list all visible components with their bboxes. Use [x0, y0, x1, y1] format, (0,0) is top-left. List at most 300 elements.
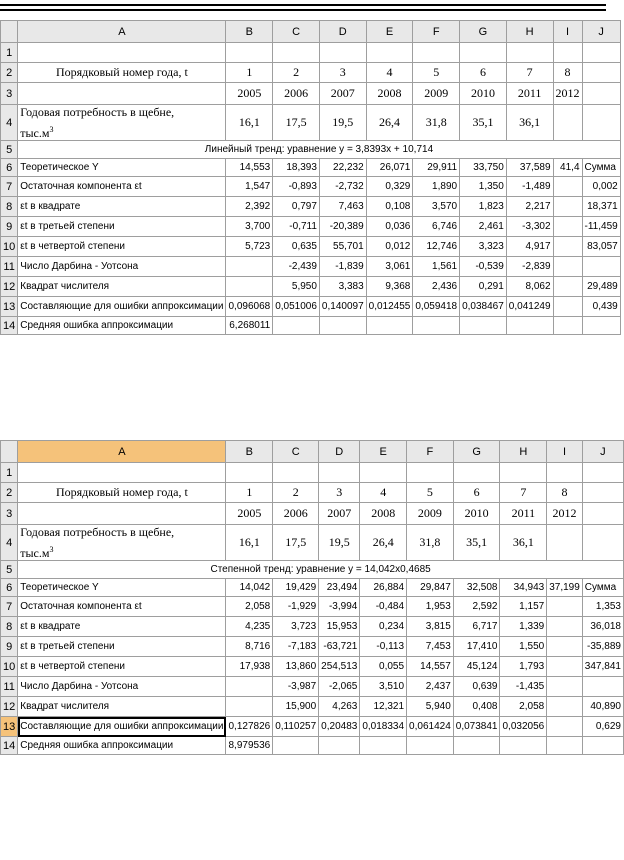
column-header-g[interactable]: G — [453, 441, 500, 463]
column-header-a[interactable]: A — [18, 21, 226, 43]
row-header-13[interactable]: 13 — [1, 717, 18, 737]
year-cell[interactable]: 2011 — [506, 83, 553, 105]
value-cell[interactable] — [547, 677, 583, 697]
year-cell[interactable]: 2007 — [319, 83, 366, 105]
value-cell[interactable]: -35,889 — [582, 637, 623, 657]
year-cell[interactable]: 2010 — [460, 83, 507, 105]
column-header-h[interactable]: H — [506, 21, 553, 43]
value-cell[interactable]: 14,042 — [226, 579, 273, 597]
value-cell[interactable]: 1,350 — [460, 177, 507, 197]
value-cell[interactable]: -20,389 — [319, 217, 366, 237]
value-cell[interactable]: -1,929 — [273, 597, 319, 617]
row-header-5[interactable]: 5 — [1, 141, 18, 159]
value-cell[interactable] — [553, 277, 582, 297]
value-cell[interactable]: 37,199 — [547, 579, 583, 597]
value-cell[interactable]: 17,410 — [453, 637, 500, 657]
value-cell[interactable]: 4,263 — [319, 697, 360, 717]
value-cell[interactable]: -2,732 — [319, 177, 366, 197]
value-cell[interactable]: 7,453 — [407, 637, 454, 657]
column-header-c[interactable]: C — [273, 441, 319, 463]
demand-value-cell[interactable]: 16,1 — [226, 105, 273, 141]
value-cell[interactable]: 26,071 — [366, 159, 413, 177]
row-label[interactable]: Число Дарбина - Уотсона — [18, 677, 226, 697]
value-cell[interactable]: 1,890 — [413, 177, 460, 197]
value-cell[interactable] — [226, 277, 273, 297]
cell[interactable] — [319, 463, 360, 483]
value-cell[interactable]: 1,547 — [226, 177, 273, 197]
year-index-cell[interactable]: 7 — [506, 63, 553, 83]
row-label[interactable]: Остаточная компонента εt — [18, 597, 226, 617]
value-cell[interactable]: 18,393 — [273, 159, 320, 177]
value-cell[interactable]: 7,463 — [319, 197, 366, 217]
value-cell[interactable] — [553, 317, 582, 335]
column-header-f[interactable]: F — [413, 21, 460, 43]
year-index-cell[interactable]: 4 — [366, 63, 413, 83]
value-cell[interactable]: 33,750 — [460, 159, 507, 177]
year-cell[interactable]: 2006 — [273, 503, 319, 525]
value-cell[interactable]: 1,561 — [413, 257, 460, 277]
value-cell[interactable]: 1,953 — [407, 597, 454, 617]
value-cell[interactable]: 12,321 — [360, 697, 407, 717]
demand-value-cell[interactable]: 17,5 — [273, 525, 319, 561]
row-header-4[interactable]: 4 — [1, 525, 18, 561]
year-cell[interactable]: 2010 — [453, 503, 500, 525]
value-cell[interactable] — [582, 737, 623, 755]
year-cell[interactable]: 2005 — [226, 83, 273, 105]
value-cell[interactable]: 3,723 — [273, 617, 319, 637]
value-cell[interactable]: 83,057 — [582, 237, 620, 257]
value-cell[interactable] — [500, 737, 547, 755]
value-cell[interactable]: 3,383 — [319, 277, 366, 297]
row-label[interactable]: Квадрат числителя — [18, 697, 226, 717]
value-cell[interactable] — [547, 617, 583, 637]
row-header-13[interactable]: 13 — [1, 297, 18, 317]
value-cell[interactable] — [547, 717, 583, 737]
value-cell[interactable]: -0,539 — [460, 257, 507, 277]
cell[interactable] — [18, 503, 226, 525]
column-header-d[interactable]: D — [319, 21, 366, 43]
value-cell[interactable] — [360, 737, 407, 755]
value-cell[interactable]: 1,157 — [500, 597, 547, 617]
value-cell[interactable]: 55,701 — [319, 237, 366, 257]
value-cell[interactable]: 13,860 — [273, 657, 319, 677]
value-cell[interactable] — [547, 697, 583, 717]
row-header-10[interactable]: 10 — [1, 237, 18, 257]
value-cell[interactable] — [547, 637, 583, 657]
value-cell[interactable]: 3,323 — [460, 237, 507, 257]
row-label[interactable]: Теоретическое Y — [18, 159, 226, 177]
row-header-12[interactable]: 12 — [1, 277, 18, 297]
year-cell[interactable]: 2007 — [319, 503, 360, 525]
value-cell[interactable] — [226, 677, 273, 697]
value-cell[interactable]: 254,513 — [319, 657, 360, 677]
year-index-cell[interactable]: 1 — [226, 483, 273, 503]
value-cell[interactable]: -2,065 — [319, 677, 360, 697]
value-cell[interactable]: 0,032056 — [500, 717, 547, 737]
row-header-14[interactable]: 14 — [1, 737, 18, 755]
value-cell[interactable] — [582, 257, 620, 277]
column-header-a[interactable]: A — [18, 441, 226, 463]
value-cell[interactable] — [226, 257, 273, 277]
cell[interactable] — [273, 43, 320, 63]
value-cell[interactable] — [553, 177, 582, 197]
value-cell[interactable]: 0,055 — [360, 657, 407, 677]
value-cell[interactable]: -3,302 — [506, 217, 553, 237]
value-cell[interactable]: 0,096068 — [226, 297, 273, 317]
row-header-6[interactable]: 6 — [1, 579, 18, 597]
cell[interactable] — [360, 463, 407, 483]
demand-value-cell[interactable]: 26,4 — [366, 105, 413, 141]
value-cell[interactable] — [319, 737, 360, 755]
value-cell[interactable] — [553, 257, 582, 277]
value-cell[interactable]: 14,557 — [407, 657, 454, 677]
cell[interactable] — [413, 43, 460, 63]
value-cell[interactable]: 2,058 — [226, 597, 273, 617]
cell[interactable] — [226, 43, 273, 63]
demand-value-cell[interactable]: 35,1 — [460, 105, 507, 141]
value-cell[interactable]: 17,938 — [226, 657, 273, 677]
row-header-11[interactable]: 11 — [1, 257, 18, 277]
row-header-8[interactable]: 8 — [1, 617, 18, 637]
cell[interactable] — [547, 463, 583, 483]
demand-value-cell[interactable]: 19,5 — [319, 105, 366, 141]
value-cell[interactable]: 0,059418 — [413, 297, 460, 317]
value-cell[interactable]: 5,950 — [273, 277, 320, 297]
value-cell[interactable]: 45,124 — [453, 657, 500, 677]
year-index-cell[interactable]: 5 — [407, 483, 454, 503]
row-label[interactable]: Остаточная компонента εt — [18, 177, 226, 197]
value-cell[interactable]: 0,408 — [453, 697, 500, 717]
value-cell[interactable] — [547, 737, 583, 755]
cell[interactable] — [18, 83, 226, 105]
value-cell[interactable]: 15,900 — [273, 697, 319, 717]
row-header-3[interactable]: 3 — [1, 503, 18, 525]
value-cell[interactable] — [226, 697, 273, 717]
demand-value-cell[interactable]: 26,4 — [360, 525, 407, 561]
column-header-e[interactable]: E — [366, 21, 413, 43]
trend-equation[interactable]: Степенной тренд: уравнение y = 14,042x0,4685 — [18, 561, 624, 579]
column-header-j[interactable]: J — [582, 21, 620, 43]
trend-equation[interactable]: Линейный тренд: уравнение y = 3,8393x + 10,714 — [18, 141, 620, 159]
cell[interactable] — [18, 43, 226, 63]
year-cell[interactable]: 2008 — [360, 503, 407, 525]
value-cell[interactable]: 5,723 — [226, 237, 273, 257]
value-cell[interactable] — [547, 657, 583, 677]
value-cell[interactable]: -0,893 — [273, 177, 320, 197]
value-cell[interactable]: 26,884 — [360, 579, 407, 597]
value-cell[interactable]: 36,018 — [582, 617, 623, 637]
value-cell[interactable]: 0,127826 — [226, 717, 273, 737]
value-cell[interactable]: 0,108 — [366, 197, 413, 217]
value-cell[interactable]: 2,461 — [460, 217, 507, 237]
value-cell[interactable]: 0,051006 — [273, 297, 320, 317]
column-header-i[interactable]: I — [553, 21, 582, 43]
row-header-9[interactable]: 9 — [1, 637, 18, 657]
value-cell[interactable]: 6,717 — [453, 617, 500, 637]
row-label[interactable]: Средняя ошибка аппроксимации — [18, 737, 226, 755]
value-cell[interactable] — [460, 317, 507, 335]
demand-value-cell[interactable]: 31,8 — [407, 525, 454, 561]
row-label[interactable]: εt в третьей степени — [18, 217, 226, 237]
value-cell[interactable]: 3,510 — [360, 677, 407, 697]
value-cell[interactable]: 37,589 — [506, 159, 553, 177]
year-index-label[interactable]: Порядковый номер года, t — [18, 63, 226, 83]
value-cell[interactable]: 6,268011 — [226, 317, 273, 335]
row-label[interactable]: εt в четвертой степени — [18, 657, 226, 677]
year-index-cell[interactable]: 2 — [273, 483, 319, 503]
value-cell[interactable]: -3,987 — [273, 677, 319, 697]
cell[interactable] — [553, 43, 582, 63]
cell[interactable] — [226, 463, 273, 483]
value-cell[interactable]: 0,073841 — [453, 717, 500, 737]
value-cell[interactable]: 347,841 — [582, 657, 623, 677]
year-cell[interactable]: 2012 — [547, 503, 583, 525]
demand-value-cell[interactable] — [553, 105, 582, 141]
row-header-4[interactable]: 4 — [1, 105, 18, 141]
value-cell[interactable]: 40,890 — [582, 697, 623, 717]
value-cell[interactable]: 0,629 — [582, 717, 623, 737]
value-cell[interactable]: 19,429 — [273, 579, 319, 597]
value-cell[interactable]: -0,113 — [360, 637, 407, 657]
value-cell[interactable]: 2,392 — [226, 197, 273, 217]
demand-value-cell[interactable] — [582, 525, 623, 561]
value-cell[interactable]: 41,4 — [553, 159, 582, 177]
year-index-cell[interactable]: 5 — [413, 63, 460, 83]
row-label[interactable]: Составляющие для ошибки аппроксимации — [18, 717, 226, 737]
cell[interactable] — [506, 43, 553, 63]
row-header-8[interactable]: 8 — [1, 197, 18, 217]
row-label[interactable]: εt в третьей степени — [18, 637, 226, 657]
demand-value-cell[interactable]: 36,1 — [506, 105, 553, 141]
column-header-g[interactable]: G — [460, 21, 507, 43]
year-cell[interactable]: 2012 — [553, 83, 582, 105]
cell[interactable] — [319, 43, 366, 63]
cell[interactable] — [453, 463, 500, 483]
row-header-12[interactable]: 12 — [1, 697, 18, 717]
year-cell[interactable]: 2009 — [413, 83, 460, 105]
value-cell[interactable]: 9,368 — [366, 277, 413, 297]
value-cell[interactable]: -1,489 — [506, 177, 553, 197]
value-cell[interactable]: 0,012455 — [366, 297, 413, 317]
column-header-j[interactable]: J — [582, 441, 623, 463]
value-cell[interactable]: 29,911 — [413, 159, 460, 177]
value-cell[interactable]: 8,062 — [506, 277, 553, 297]
value-cell[interactable]: 0,002 — [582, 177, 620, 197]
year-index-cell[interactable]: 4 — [360, 483, 407, 503]
value-cell[interactable]: 32,508 — [453, 579, 500, 597]
year-index-cell[interactable]: 8 — [553, 63, 582, 83]
value-cell[interactable]: -7,183 — [273, 637, 319, 657]
value-cell[interactable]: 2,058 — [500, 697, 547, 717]
row-header-1[interactable]: 1 — [1, 463, 18, 483]
row-header-9[interactable]: 9 — [1, 217, 18, 237]
value-cell[interactable]: 3,570 — [413, 197, 460, 217]
row-header-2[interactable]: 2 — [1, 483, 18, 503]
value-cell[interactable]: -1,839 — [319, 257, 366, 277]
value-cell[interactable]: 12,746 — [413, 237, 460, 257]
column-header-c[interactable]: C — [273, 21, 320, 43]
value-cell[interactable]: 2,437 — [407, 677, 454, 697]
value-cell[interactable]: 5,940 — [407, 697, 454, 717]
value-cell[interactable] — [273, 737, 319, 755]
row-label[interactable]: εt в четвертой степени — [18, 237, 226, 257]
year-cell[interactable] — [582, 503, 623, 525]
year-index-cell[interactable]: 6 — [453, 483, 500, 503]
value-cell[interactable]: 4,235 — [226, 617, 273, 637]
value-cell[interactable] — [582, 677, 623, 697]
value-cell[interactable]: 0,041249 — [506, 297, 553, 317]
demand-value-cell[interactable]: 36,1 — [500, 525, 547, 561]
year-cell[interactable]: 2008 — [366, 83, 413, 105]
value-cell[interactable]: 0,038467 — [460, 297, 507, 317]
value-cell[interactable]: 1,550 — [500, 637, 547, 657]
row-label[interactable]: εt в квадрате — [18, 617, 226, 637]
column-header-h[interactable]: H — [500, 441, 547, 463]
column-header-d[interactable]: D — [319, 441, 360, 463]
value-cell[interactable]: 3,061 — [366, 257, 413, 277]
cell[interactable] — [407, 463, 454, 483]
value-cell[interactable]: 18,371 — [582, 197, 620, 217]
value-cell[interactable]: 23,494 — [319, 579, 360, 597]
demand-value-cell[interactable] — [547, 525, 583, 561]
value-cell[interactable]: 0,439 — [582, 297, 620, 317]
row-label[interactable]: εt в квадрате — [18, 197, 226, 217]
row-header-7[interactable]: 7 — [1, 177, 18, 197]
demand-value-cell[interactable]: 19,5 — [319, 525, 360, 561]
year-cell[interactable]: 2005 — [226, 503, 273, 525]
year-index-label[interactable]: Порядковый номер года, t — [18, 483, 226, 503]
cell[interactable] — [582, 43, 620, 63]
row-label[interactable]: Средняя ошибка аппроксимации — [18, 317, 226, 335]
value-cell[interactable]: 0,110257 — [273, 717, 319, 737]
column-header-i[interactable]: I — [547, 441, 583, 463]
value-cell[interactable]: 1,339 — [500, 617, 547, 637]
row-label[interactable]: Квадрат числителя — [18, 277, 226, 297]
value-cell[interactable]: -2,439 — [273, 257, 320, 277]
cell[interactable] — [273, 463, 319, 483]
value-cell[interactable] — [547, 597, 583, 617]
year-index-cell[interactable]: 8 — [547, 483, 583, 503]
value-cell[interactable] — [506, 317, 553, 335]
value-cell[interactable]: 0,234 — [360, 617, 407, 637]
value-cell[interactable]: -0,484 — [360, 597, 407, 617]
row-header-2[interactable]: 2 — [1, 63, 18, 83]
value-cell[interactable]: 3,700 — [226, 217, 273, 237]
year-index-cell[interactable] — [582, 63, 620, 83]
year-index-cell[interactable]: 1 — [226, 63, 273, 83]
year-index-cell[interactable]: 7 — [500, 483, 547, 503]
year-cell[interactable]: 2009 — [407, 503, 454, 525]
demand-label[interactable] — [18, 525, 226, 561]
year-index-cell[interactable]: 3 — [319, 63, 366, 83]
value-cell[interactable] — [366, 317, 413, 335]
value-cell[interactable]: 3,815 — [407, 617, 454, 637]
cell[interactable] — [366, 43, 413, 63]
value-cell[interactable]: 15,953 — [319, 617, 360, 637]
value-cell[interactable]: -1,435 — [500, 677, 547, 697]
value-cell[interactable]: 1,823 — [460, 197, 507, 217]
row-label[interactable]: Теоретическое Y — [18, 579, 226, 597]
value-cell[interactable]: 8,979536 — [226, 737, 273, 755]
value-cell[interactable]: 0,012 — [366, 237, 413, 257]
value-cell[interactable]: 0,797 — [273, 197, 320, 217]
year-index-cell[interactable] — [582, 483, 623, 503]
year-index-cell[interactable]: 6 — [460, 63, 507, 83]
value-cell[interactable]: 0,061424 — [407, 717, 454, 737]
value-cell[interactable] — [319, 317, 366, 335]
value-cell[interactable] — [407, 737, 454, 755]
value-cell[interactable]: 0,639 — [453, 677, 500, 697]
value-cell[interactable] — [273, 317, 320, 335]
demand-value-cell[interactable]: 31,8 — [413, 105, 460, 141]
value-cell[interactable] — [453, 737, 500, 755]
value-cell[interactable] — [553, 197, 582, 217]
value-cell[interactable]: 0,635 — [273, 237, 320, 257]
year-cell[interactable]: 2011 — [500, 503, 547, 525]
row-header-3[interactable]: 3 — [1, 83, 18, 105]
value-cell[interactable]: -11,459 — [582, 217, 620, 237]
value-cell[interactable]: 29,847 — [407, 579, 454, 597]
value-cell[interactable] — [553, 297, 582, 317]
value-cell[interactable]: 1,793 — [500, 657, 547, 677]
column-header-b[interactable]: B — [226, 441, 273, 463]
row-label[interactable]: Составляющие для ошибки аппроксимации — [18, 297, 226, 317]
column-header-f[interactable]: F — [407, 441, 454, 463]
demand-value-cell[interactable]: 35,1 — [453, 525, 500, 561]
value-cell[interactable]: 0,036 — [366, 217, 413, 237]
value-cell[interactable]: -3,994 — [319, 597, 360, 617]
value-cell[interactable] — [553, 217, 582, 237]
value-cell[interactable]: 2,592 — [453, 597, 500, 617]
value-cell[interactable] — [582, 317, 620, 335]
value-cell[interactable]: 0,329 — [366, 177, 413, 197]
row-label[interactable]: Число Дарбина - Уотсона — [18, 257, 226, 277]
value-cell[interactable]: 1,353 — [582, 597, 623, 617]
demand-value-cell[interactable]: 17,5 — [273, 105, 320, 141]
value-cell[interactable]: 0,291 — [460, 277, 507, 297]
value-cell[interactable]: 2,217 — [506, 197, 553, 217]
year-index-cell[interactable]: 3 — [319, 483, 360, 503]
row-header-6[interactable]: 6 — [1, 159, 18, 177]
demand-value-cell[interactable] — [582, 105, 620, 141]
year-cell[interactable]: 2006 — [273, 83, 320, 105]
value-cell[interactable] — [553, 237, 582, 257]
row-header-14[interactable]: 14 — [1, 317, 18, 335]
value-cell[interactable] — [413, 317, 460, 335]
value-cell[interactable]: 0,20483 — [319, 717, 360, 737]
value-cell[interactable]: 22,232 — [319, 159, 366, 177]
sum-header[interactable]: Сумма — [582, 579, 623, 597]
cell[interactable] — [18, 463, 226, 483]
value-cell[interactable]: 8,716 — [226, 637, 273, 657]
cell[interactable] — [582, 463, 623, 483]
row-header-11[interactable]: 11 — [1, 677, 18, 697]
value-cell[interactable]: 0,140097 — [319, 297, 366, 317]
value-cell[interactable]: -63,721 — [319, 637, 360, 657]
value-cell[interactable]: 4,917 — [506, 237, 553, 257]
select-all-corner[interactable] — [1, 21, 18, 43]
select-all-corner[interactable] — [1, 441, 18, 463]
value-cell[interactable]: 0,018334 — [360, 717, 407, 737]
demand-label[interactable] — [18, 105, 226, 141]
sum-header[interactable]: Сумма — [582, 159, 620, 177]
value-cell[interactable]: -0,711 — [273, 217, 320, 237]
row-header-1[interactable]: 1 — [1, 43, 18, 63]
year-cell[interactable] — [582, 83, 620, 105]
value-cell[interactable]: 29,489 — [582, 277, 620, 297]
value-cell[interactable]: -2,839 — [506, 257, 553, 277]
row-header-7[interactable]: 7 — [1, 597, 18, 617]
